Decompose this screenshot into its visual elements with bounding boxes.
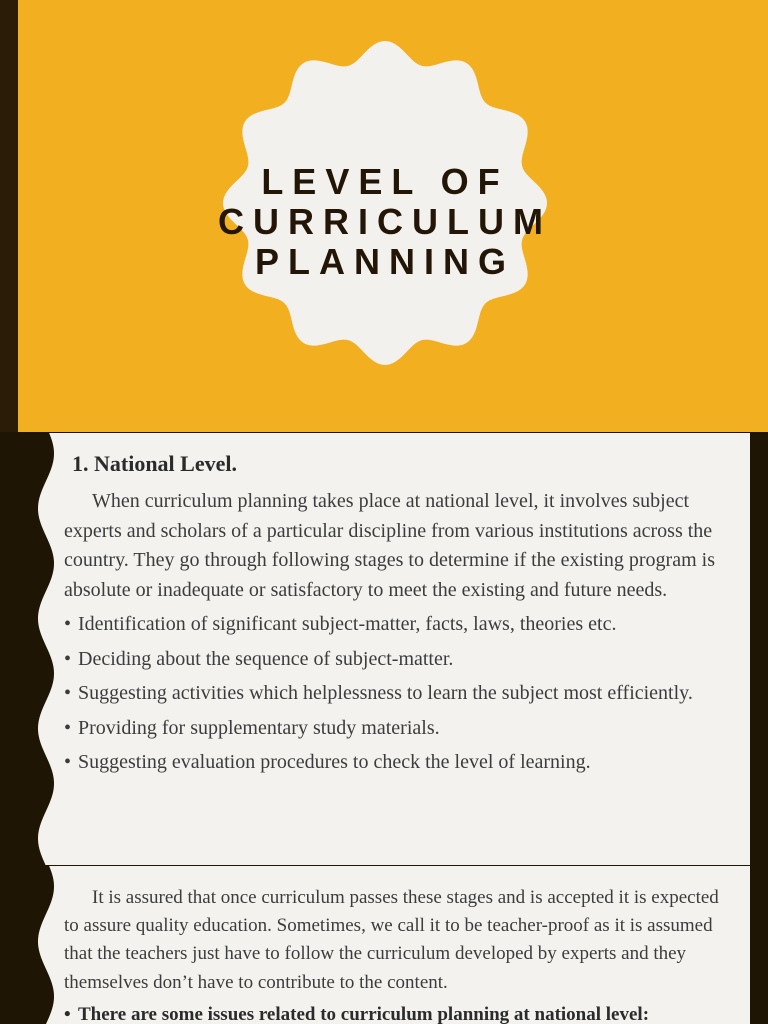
bullet-icon: • xyxy=(64,1003,71,1024)
stages-list xyxy=(64,610,734,778)
title-slide xyxy=(0,0,768,432)
assurance-paragraph: It is assured that once curriculum passes these stages and is accepted it is expected to assure quality education. Sometimes, we call it to be teacher-proof as it is assumed that the teachers just have to follow the curriculum developed by experts and they themselves don’t have to contribute to the content. xyxy=(64,887,719,993)
slide-title-line1: LEVEL OF CURRICULUM xyxy=(218,161,552,242)
bullet-icon: • xyxy=(64,751,72,773)
bullet-icon: • xyxy=(64,682,72,704)
national-level-issues-slide xyxy=(0,866,768,1024)
slide-title-line2: PLANNING xyxy=(255,241,515,282)
bullet-icon: • xyxy=(64,647,72,670)
list-item: • Suggesting evaluation procedures to check the level of learning. xyxy=(64,748,734,778)
list-item: • Suggesting activities which helplessness to learn the subject most efficiently. xyxy=(64,679,734,709)
content-body xyxy=(64,884,734,1024)
section-heading: 1. National Level. xyxy=(72,451,237,476)
slide-title xyxy=(130,162,640,282)
list-item: • Providing for supplementary study materials. xyxy=(64,714,734,744)
national-level-slide xyxy=(0,433,768,865)
list-item: • Identification of significant subject-matter, facts, laws, theories etc. xyxy=(64,610,734,640)
list-item: • Deciding about the sequence of subject-matter. xyxy=(64,645,734,675)
bullet-icon: • xyxy=(64,716,72,739)
issues-bullet: • There are some issues related to curriculum planning at national level: xyxy=(64,1001,734,1024)
content-body xyxy=(64,487,734,778)
intro-paragraph: When curriculum planning takes place at national level, it involves subject experts and scholars of a particular discipline from various institutions across the country. They go through following stages to determine if the existing program is absolute or inadequate or satisfactory to meet the existing and future needs. xyxy=(64,490,715,601)
bullet-icon: • xyxy=(64,613,72,635)
left-accent-bar xyxy=(0,0,18,432)
